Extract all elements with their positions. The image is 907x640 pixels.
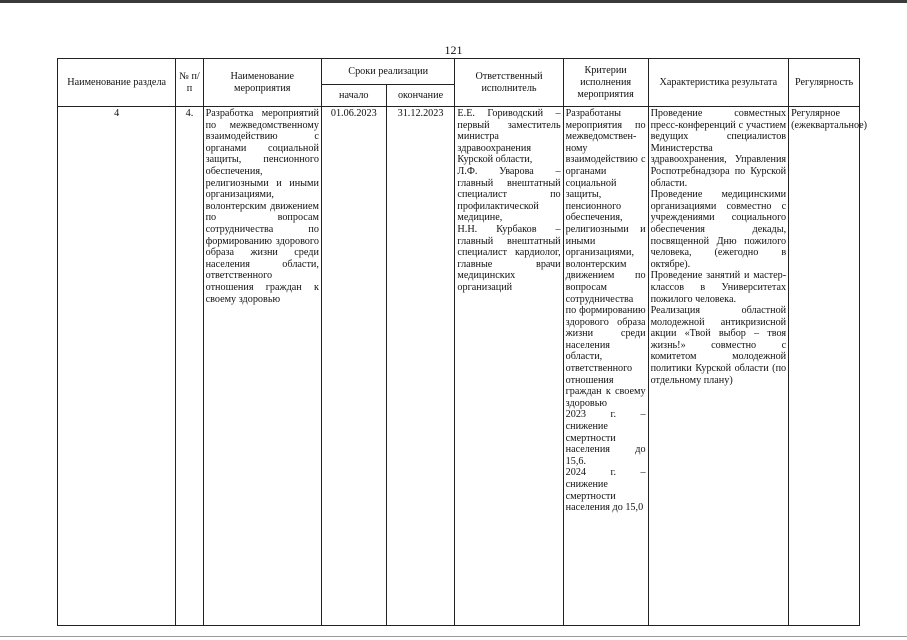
cell-end: 31.12.2023 xyxy=(386,107,455,626)
responsible-person: Н.Н. Курбаков – главный внештатный специалист кардиолог, главные врачи медицинских организаций xyxy=(457,223,561,293)
table-row xyxy=(58,107,860,626)
header-start: начало xyxy=(321,85,386,107)
scan-bottom-edge xyxy=(0,636,907,637)
page-number: 121 xyxy=(444,43,463,57)
result-item: Проведение занятий и мастер-классов в Университетах пожилого человека. xyxy=(650,270,787,305)
plan-table xyxy=(57,58,868,626)
cell-regularity: Регулярное (ежеквартальное) xyxy=(789,107,860,626)
criteria-text: Разработаны мероприятия по межведомствен-ному взаимодействию с органами социальной защиты, пенсионного обеспечения, религиозными и иными организациями, волонтерским движением по вопросам сотрудничества по формированию здорового образа жизни среди населения области, ответственного отношения граждан к своему здоровью xyxy=(565,108,646,409)
scan-top-edge xyxy=(0,0,907,3)
header-criteria: Критерии исполнения мероприятия xyxy=(563,59,648,107)
header-result: Характеристика результата xyxy=(648,59,789,107)
responsible-person: Е.Е. Гоpиводский – первый заместитель министра здравоохранения Курской области, xyxy=(457,108,561,166)
cell-responsible xyxy=(455,107,563,626)
header-regularity: Регулярность xyxy=(789,59,860,107)
cell-num: 4. xyxy=(176,107,203,626)
header-end: окончание xyxy=(386,85,455,107)
result-item: Проведение медицинскими организациями совместно с учреждениями социального обеспечения декады, посвященной Дню пожилого человека, (ежегодно в октябре). xyxy=(650,189,787,270)
header-terms: Сроки реализации xyxy=(321,59,455,85)
cell-section: 4 xyxy=(58,107,176,626)
cell-start: 01.06.2023 xyxy=(321,107,386,626)
header-num: № п/п xyxy=(176,59,203,107)
header-responsible: Ответственный исполнитель xyxy=(455,59,563,107)
cell-event: Разработка мероприятий по межведомственному взаимодействию с органами социальной защиты, пенсионного обеспечения, религиозными и иными организациями, волонтерским движением по вопросам сотрудничества по формированию здорового образа жизни среди населения области, ответственного отношения граждан к своему здоровью xyxy=(203,107,321,626)
cell-criteria xyxy=(563,107,648,626)
responsible-person: Л.Ф. Уварова – главный внештатный специалист по профилактической медицине, xyxy=(457,165,561,224)
criteria-target: 2023 г. – снижение смертности населения до 15,6. xyxy=(565,409,646,467)
result-item: Реализация областной молодежной антикризисной акции «Твой выбор – твоя жизнь!» совместно с комитетом молодежной политики Курской области (по отдельному плану) xyxy=(650,305,787,386)
cell-result xyxy=(648,107,789,626)
criteria-target: 2024 г. – снижение смертности населения до 15,0 xyxy=(565,467,646,514)
header-section: Наименование раздела xyxy=(58,59,176,107)
result-item: Проведение совместных пресс-конференций с участием ведущих специалистов Министерства здравоохранения, Управления Роспотребнадзора по Курской области. xyxy=(650,108,787,189)
header-event: Наименование мероприятия xyxy=(203,59,321,107)
